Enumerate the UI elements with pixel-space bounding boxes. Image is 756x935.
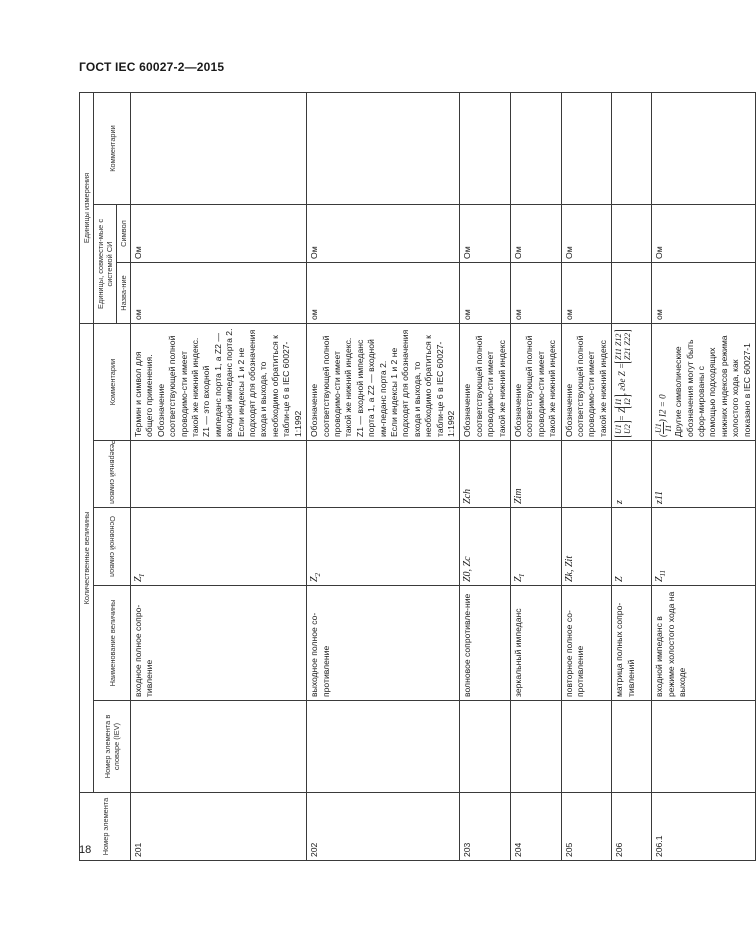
main-symbol-cell bbox=[612, 508, 652, 586]
header-iev: Номер элемента в словаре (IEV) bbox=[94, 701, 131, 793]
header-main-symbol: Основной символ bbox=[94, 508, 131, 586]
comment-line: Другие символические обозначения могут быть сфор-мированы с помощью подходящих нижних индексов режима холостого хода, как показано в IEC 60027-1 bbox=[673, 335, 752, 437]
main-symbol: Z bbox=[513, 576, 524, 582]
main-symbol: Z bbox=[309, 576, 321, 582]
quantity-name-cell: выходное полное со-противление bbox=[307, 586, 460, 701]
unit-name-cell bbox=[612, 262, 652, 323]
fraction-numerator: U1 bbox=[654, 423, 664, 433]
comment-cell bbox=[612, 323, 652, 440]
document-header: ГОСТ IEC 60027-2—2015 bbox=[79, 60, 225, 74]
element-number-cell: 203 bbox=[460, 793, 511, 861]
comment-line: Если индексы 1 и 2 не подходят для обозначения входа и выхода, то необходимо обратиться к табли-це 6 в IEC 60027-1:1992 bbox=[388, 329, 456, 437]
comment-line: Обозначение соответствующей полной проводимо-сти имеет такой же нижний индекс bbox=[513, 335, 558, 437]
unit-comment-cell bbox=[511, 92, 562, 204]
header-reserve-symbol: Резервный символ bbox=[94, 441, 131, 508]
comment-cell bbox=[460, 323, 511, 440]
unit-symbol-cell bbox=[612, 204, 652, 262]
element-number-cell: 202 bbox=[307, 793, 460, 861]
unit-symbol-cell: Ом bbox=[652, 204, 756, 262]
main-symbol-cell bbox=[131, 508, 307, 586]
comment-cell bbox=[131, 323, 307, 440]
matrix-z11: Z11 bbox=[614, 348, 624, 360]
main-symbol: Z bbox=[133, 576, 144, 582]
element-number-cell: 201 bbox=[131, 793, 307, 861]
unit-symbol-cell: Ом bbox=[460, 204, 511, 262]
rotated-table-container bbox=[79, 93, 752, 861]
header-units-comments: Комментарии bbox=[94, 92, 131, 204]
comment-line: Обозначение соответствующей полной проводимо-сти имеет такой же нижний индекс. bbox=[155, 335, 201, 437]
unit-symbol-cell: Ом bbox=[307, 204, 460, 262]
main-symbol-cell bbox=[460, 508, 511, 586]
table-row bbox=[561, 92, 612, 860]
element-number-cell: 205 bbox=[561, 793, 612, 861]
matrix-z12: Z12 bbox=[614, 333, 624, 347]
table-row bbox=[511, 92, 562, 860]
comment-line: Обозначение соответствующей полной проводимо-сти имеет такой же нижний индекс bbox=[563, 335, 608, 437]
header-quantities: Количественные величины bbox=[80, 323, 94, 792]
main-symbol: Zk, Zit bbox=[563, 555, 575, 582]
element-number-cell: 204 bbox=[511, 793, 562, 861]
table-row bbox=[652, 92, 756, 860]
main-symbol-subscript: I bbox=[138, 574, 146, 577]
formula-eq: = Z bbox=[617, 407, 628, 422]
comment-line: Z1 — входной импеданс порта 1, а Z2 — входной им-педанс порта 2. bbox=[354, 339, 388, 437]
unit-comment-cell bbox=[561, 92, 612, 204]
unit-comment-cell bbox=[460, 92, 511, 204]
quantity-name-cell: волновое сопротивле-ние bbox=[460, 586, 511, 701]
table-row bbox=[307, 92, 460, 860]
unit-name-cell: ом bbox=[511, 262, 562, 323]
unit-name-cell: ом bbox=[307, 262, 460, 323]
comment-line: Обозначение соответствующей полной проводимо-сти имеет такой же нижний индекс. bbox=[309, 335, 354, 437]
table-row bbox=[612, 92, 652, 860]
formula-u2: U2 bbox=[623, 424, 633, 434]
comment-cell bbox=[511, 323, 562, 440]
quantity-name-cell: повторное полное со-противление bbox=[561, 586, 612, 701]
table-rotation-frame bbox=[79, 93, 752, 861]
matrix-z21: Z21 bbox=[623, 347, 633, 360]
reserve-symbol-cell bbox=[561, 441, 612, 508]
quantity-name-cell: входной импеданс в режиме холостого хода на выходе bbox=[652, 586, 756, 701]
reserve-symbol-cell: z11 bbox=[652, 441, 756, 508]
formula-z-matrix bbox=[614, 330, 632, 363]
matrix-row bbox=[614, 333, 623, 360]
element-number-cell: 206 bbox=[612, 793, 652, 861]
comment-cell bbox=[652, 323, 756, 440]
fraction-denominator: I1 bbox=[664, 424, 674, 432]
comment-line: Обозначение соответствующей полной проводимо-сти имеет такой же нижний индекс bbox=[462, 335, 507, 437]
matrix-row bbox=[623, 333, 632, 360]
iev-cell bbox=[131, 701, 307, 793]
comment-cell bbox=[307, 323, 460, 440]
main-symbol-cell bbox=[561, 508, 612, 586]
reserve-symbol-cell: Zch bbox=[460, 441, 511, 508]
formula-i2: I2 bbox=[623, 398, 633, 405]
impedance-matrix-formula bbox=[614, 327, 632, 437]
reserve-symbol-cell bbox=[307, 441, 460, 508]
comment-line: Z1 — это входной импеданс порта 1, а Z2 — входной импеданс порта 2. bbox=[201, 328, 235, 437]
main-symbol-cell bbox=[511, 508, 562, 586]
main-symbol: Z0, Zc bbox=[462, 556, 474, 582]
unit-symbol-cell: Ом bbox=[131, 204, 307, 262]
comment-cell bbox=[561, 323, 612, 440]
main-symbol-subscript: 11 bbox=[659, 569, 668, 577]
main-symbol-cell bbox=[652, 508, 756, 586]
iev-cell bbox=[460, 701, 511, 793]
unit-comment-cell bbox=[307, 92, 460, 204]
comment-line: Термин и символ для общего применения. bbox=[133, 351, 155, 437]
comment-line: Если индексы 1 и 2 не подходят для обозначения входа и выхода, то необходимо обратиться к табли-це 6 в IEC 60027-1:1992 bbox=[235, 329, 303, 437]
iev-cell bbox=[561, 701, 612, 793]
element-number-cell: 206.1 bbox=[652, 793, 756, 861]
header-name: Наименование величины bbox=[94, 586, 131, 701]
quantities-table bbox=[79, 92, 756, 861]
unit-symbol-cell: Ом bbox=[511, 204, 562, 262]
formula-condition: I2 = 0 bbox=[657, 394, 668, 417]
unit-name-cell: ом bbox=[131, 262, 307, 323]
header-unit-name: Назва-ние bbox=[117, 262, 131, 323]
reserve-symbol-cell: Zim bbox=[511, 441, 562, 508]
formula-where: , где Z = bbox=[617, 362, 628, 396]
formula-u1: U1 bbox=[614, 424, 624, 434]
header-si-units: Единицы, совмести-мые с системой СИ bbox=[94, 204, 117, 323]
matrix-z22: Z22 bbox=[623, 333, 633, 346]
reserve-symbol-cell: z bbox=[612, 441, 652, 508]
formula-fraction bbox=[654, 422, 673, 434]
quantity-name-cell: матрица полных сопро-тивлений bbox=[612, 586, 652, 701]
unit-comment-cell bbox=[612, 92, 652, 204]
open-circuit-formula: ( U1 I1) I2 = 0 bbox=[654, 394, 674, 437]
main-symbol: Z bbox=[614, 576, 626, 582]
unit-comment-cell bbox=[131, 92, 307, 204]
header-units: Единицы измерения bbox=[80, 92, 94, 323]
iev-cell bbox=[307, 701, 460, 793]
formula-lhs-vector bbox=[614, 421, 632, 437]
table-row bbox=[460, 92, 511, 860]
unit-comment-cell bbox=[652, 92, 756, 204]
unit-name-cell: ом bbox=[561, 262, 612, 323]
quantity-name-cell: зеркальный импеданс bbox=[511, 586, 562, 701]
header-comments: Комментарии bbox=[94, 323, 131, 440]
iev-cell bbox=[511, 701, 562, 793]
iev-cell bbox=[612, 701, 652, 793]
unit-name-cell: ом bbox=[460, 262, 511, 323]
page-number: 18 bbox=[79, 844, 92, 856]
main-symbol: Z bbox=[654, 576, 666, 582]
main-symbol-subscript: I bbox=[518, 574, 526, 577]
formula-i-vector bbox=[614, 395, 632, 408]
iev-cell bbox=[652, 701, 756, 793]
quantity-name-cell: входное полное сопро-тивление bbox=[131, 586, 307, 701]
header-unit-symbol: Символ bbox=[117, 204, 131, 262]
unit-name-cell: ом bbox=[652, 262, 756, 323]
formula-i1: I1 bbox=[614, 398, 624, 405]
header-element-number: Номер элемента bbox=[80, 793, 131, 861]
main-symbol-subscript: 2 bbox=[314, 572, 323, 577]
main-symbol-cell bbox=[307, 508, 460, 586]
unit-symbol-cell: Ом bbox=[561, 204, 612, 262]
reserve-symbol-cell bbox=[131, 441, 307, 508]
table-row bbox=[131, 92, 307, 860]
